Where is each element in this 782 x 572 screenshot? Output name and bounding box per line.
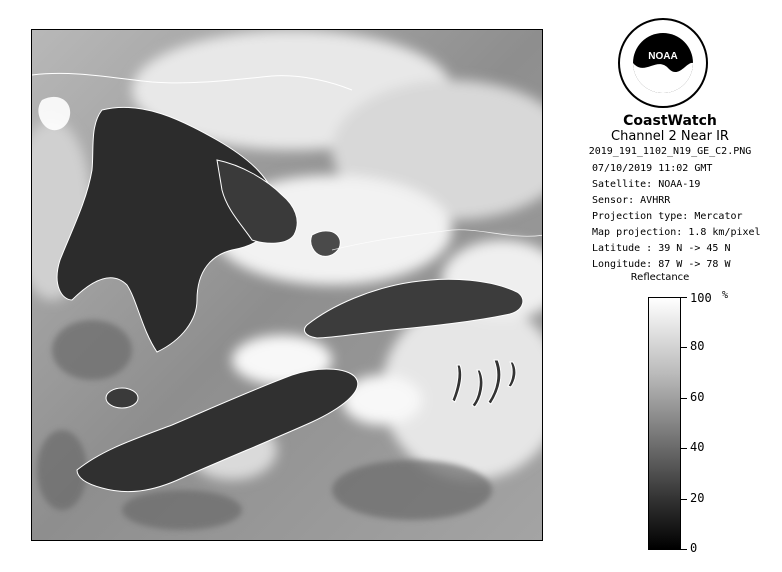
colorbar-tick-label: 20: [690, 491, 705, 505]
colorbar-tick-label: 40: [690, 440, 705, 454]
filename-label: 2019_191_1102_N19_GE_C2.PNG: [588, 146, 752, 157]
datetime-label: 07/10/2019 11:02 GMT: [592, 163, 713, 174]
app-title: CoastWatch: [623, 113, 717, 129]
colorbar-tick-label: 60: [690, 390, 705, 404]
colorbar-tick: [681, 499, 687, 500]
colorbar-tick: [681, 549, 687, 550]
logo-text: NOAA: [648, 51, 678, 62]
satellite-image: [31, 29, 543, 541]
colorbar-tick: [681, 297, 687, 298]
colorbar-tick: [681, 398, 687, 399]
longitude-label: Longitude: 87 W -> 78 W: [592, 259, 731, 270]
sensor-label: Sensor: AVHRR: [592, 195, 671, 206]
noaa-logo: [617, 17, 709, 109]
latitude-label: Latitude : 39 N -> 45 N: [592, 243, 731, 254]
colorbar-tick-label: 100: [690, 291, 712, 305]
colorbar-unit: %: [722, 290, 729, 301]
satellite-map: [32, 30, 543, 541]
lake-simcoe: [311, 231, 341, 256]
colorbar-title: Reflectance: [630, 272, 690, 283]
colorbar-tick: [681, 347, 687, 348]
lake-st-clair: [106, 388, 138, 408]
map-projection-label: Map projection: 1.8 km/pixel: [592, 227, 761, 238]
projection-type-label: Projection type: Mercator: [592, 211, 743, 222]
channel-label: Channel 2 Near IR: [611, 129, 729, 144]
colorbar-tick-label: 0: [690, 541, 698, 555]
colorbar-tick-label: 80: [690, 339, 705, 353]
satellite-label: Satellite: NOAA-19: [592, 179, 701, 190]
colorbar: [648, 297, 681, 550]
colorbar-tick: [681, 448, 687, 449]
